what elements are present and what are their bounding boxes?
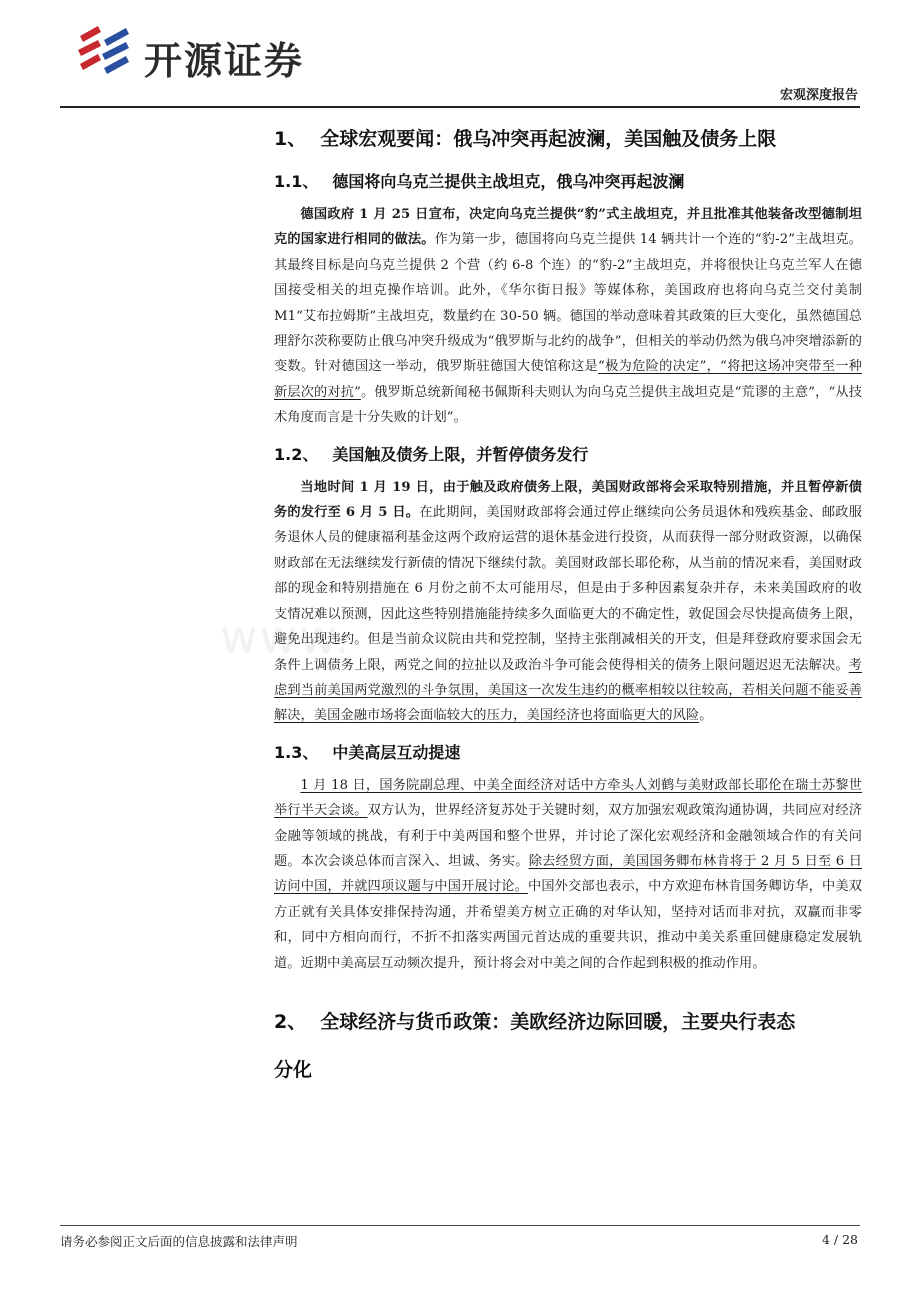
subsection-number: 1.2、: [274, 444, 319, 464]
subsection-title: 中美高层互动提速: [332, 742, 461, 762]
underlined-text: 除去经贸方面，美国国务卿布林肯将于 2 月 5 日至 6 日访问中国，并就四项议题与中国开展讨论。: [274, 853, 862, 895]
subsection-1-3-heading: [274, 741, 862, 765]
brand-name: 开源证券: [144, 39, 305, 83]
brand-logo: [74, 22, 354, 86]
body-text: 双方认为，世界经济复苏处于关键时刻，双方加强宏观政策沟通协调，共同应对经济金融等领域的挑战，有利于中美两国和整个世界，并讨论了深化宏观经济和金融领域合作的有关问题。本次会谈总体而言深入、坦诚、务实。: [274, 803, 862, 869]
subsection-number: 1.1、: [274, 172, 319, 191]
footer-disclaimer: 请务必参阅正文后面的信息披露和法律声明: [60, 1234, 298, 1249]
section-2-heading: [274, 998, 862, 1094]
underlined-text: 考虑到当前美国两党激烈的斗争氛围，美国这一次发生违约的概率相较以往较高，若相关问题不能妥善解决，美国金融市场将会面临较大的压力，美国经济也将面临更大的风险: [274, 657, 862, 724]
section-title: 全球宏观要闻：俄乌冲突再起波澜，美国触及债务上限: [320, 128, 777, 150]
underlined-text: “极为危险的决定”，“将把这场冲突带至一种新层次的对抗”: [274, 359, 862, 400]
bold-lead: 当地时间 1 月 19 日，由于触及政府债务上限，美国财政部将会采取特别措施，并且暂停新债务的发行至 6 月 5 日。: [274, 479, 862, 521]
body-text: 。: [699, 708, 713, 724]
section-number: 2、: [274, 1010, 307, 1033]
body-text: 在此期间，美国财政部将会通过停止继续向公务员退休和残疾基金、邮政服务退休人员的健康福利基金这两个政府运营的退休基金进行投资，从而获得一部分财政资源，以确保财政部在无法继续发行新债的情况下继续付款。美国财政部长耶伦称，从当前的情况来看，美国财政部的现金和特别措施在 6 月份之前不太可能用尽，但是由于多种因素复杂并存，未来美国政府的收支情况难以预测，因此这些特别措施能持续多久面临更大的不确定性，敦促国会尽快提高债务上限，避免出现违约。但是当前众议院由共和党控制，坚持主张削减相关的开支，但是拜登政府要求国会无条件上调债务上限，两党之间的拉扯以及政治斗争可能会使得相关的债务上限问题迟迟无法解决。: [274, 505, 863, 673]
underlined-text: 1 月 18 日，国务院副总理、中美全面经济对话中方牵头人刘鹤与美财政部长耶伦在瑞士苏黎世举行半天会谈。: [274, 777, 862, 819]
report-type-label: 宏观深度报告: [779, 88, 858, 103]
section-title-line-1: 全球经济与货币政策：美欧经济边际回暖，主要央行表态: [320, 1010, 796, 1033]
body-text: 。俄罗斯总统新闻秘书佩斯科夫则认为向乌克兰提供主战坦克是“荒谬的主意”，“从技术角度而言是十分失败的计划”。: [274, 384, 862, 426]
subsection-title: 美国触及债务上限，并暂停债务发行: [332, 444, 589, 464]
header-divider: [60, 106, 860, 108]
section-number: 1、: [274, 128, 307, 150]
document-body: [274, 118, 862, 1094]
section-title-line-2: 分化: [274, 1058, 313, 1081]
paragraph-1-1: [274, 202, 862, 431]
page-number: 4 / 28: [821, 1232, 858, 1247]
paragraph-1-2: [274, 475, 862, 729]
subsection-1-1-heading: [274, 170, 862, 194]
section-1-heading: [274, 126, 862, 152]
kaiyuan-logo-icon: [74, 22, 136, 84]
body-text: 作为第一步，德国将向乌克兰提供 14 辆共计一个连的“豹-2”主战坦克。其最终目标是向乌克兰提供 2 个营（约 6-8 个连）的“豹-2”主战坦克，并将很快让乌克兰军人在德国接受相关的坦克操作培训。此外，《华尔街日报》等媒体称，美国政府也将向乌克兰交付美制 M1“艾布拉姆斯”主战坦克，数量约在 30-50 辆。德国的举动意味着其政策的巨大变化，虽然德国总理舒尔茨称要防止俄乌冲突升级成为“俄罗斯与北约的战争”，但相关的举动仍然为俄乌冲突增添新的变数。针对德国这一举动，俄罗斯驻德国大使馆称这是: [274, 232, 862, 375]
subsection-number: 1.3、: [274, 742, 319, 762]
subsection-title: 德国将向乌克兰提供主战坦克，俄乌冲突再起波澜: [332, 172, 685, 191]
footer-divider: [60, 1225, 860, 1226]
body-text: 中国外交部也表示，中方欢迎布林肯国务卿访华，中美双方正就有关具体安排保持沟通，并希望美方树立正确的对华认知，坚持对话而非对抗，双赢而非零和，同中方相向而行，不折不扣落实两国元首达成的重要共识，推动中美关系重回健康稳定发展轨道。近期中美高层互动频次提升，预计将会对中美之间的合作起到积极的推动作用。: [274, 879, 863, 971]
bold-lead: 德国政府 1 月 25 日宣布，决定向乌克兰提供“豹”式主战坦克，并且批准其他装备改型德制坦克的国家进行相同的做法。: [274, 207, 862, 248]
paragraph-1-3: [274, 773, 862, 976]
watermark: www.: [220, 610, 352, 664]
subsection-1-2-heading: [274, 443, 862, 467]
